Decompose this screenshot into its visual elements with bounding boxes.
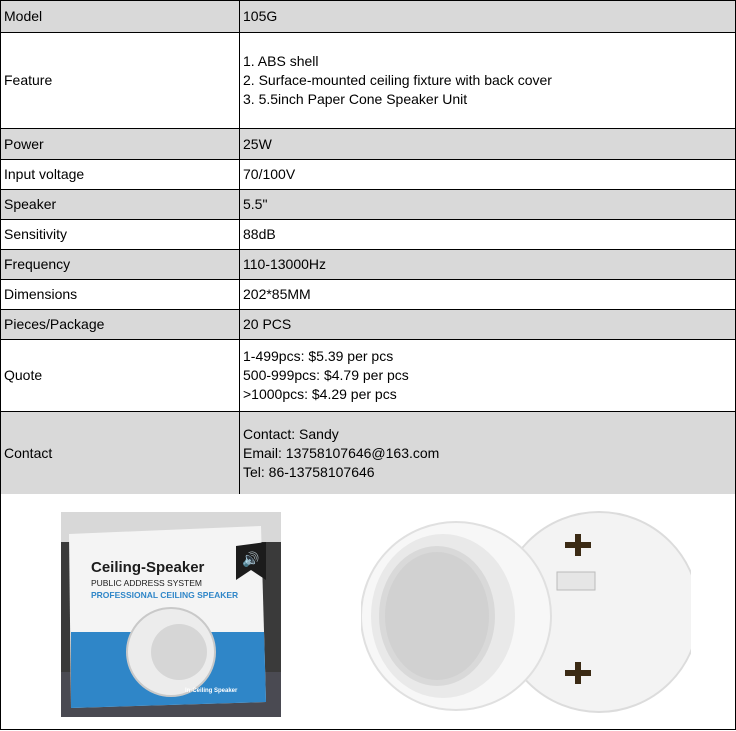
spec-key-cell: Contact (1, 412, 240, 495)
spec-value-line: Tel: 86-13758107646 (243, 463, 375, 480)
spec-key-cell: Power (1, 129, 240, 160)
spec-value-cell (240, 129, 736, 160)
spec-row (1, 160, 736, 190)
spec-value-cell (240, 310, 736, 340)
spec-value-line: 110-13000Hz (243, 256, 327, 272)
spec-row (1, 310, 736, 340)
spec-value-cell (240, 190, 736, 220)
spec-key-cell: Feature (1, 33, 240, 129)
spec-value-line: 3. 5.5inch Paper Cone Speaker Unit (243, 91, 468, 107)
spec-key-cell: Dimensions (1, 280, 240, 310)
spec-value-line: 20 PCS (243, 316, 292, 332)
spec-row (1, 190, 736, 220)
box-subtitle: PUBLIC ADDRESS SYSTEM (91, 578, 203, 588)
spec-value-line: 105G (243, 8, 278, 24)
spec-key-cell: Speaker (1, 190, 240, 220)
product-images-row (0, 494, 736, 730)
spec-value-line: 1. ABS shell (243, 53, 319, 69)
spec-value-cell (240, 160, 736, 190)
speaker-product-photo (361, 508, 691, 718)
spec-key-cell: Quote (1, 340, 240, 412)
box-title: Ceiling-Speaker (91, 559, 205, 576)
spec-key-cell: Frequency (1, 250, 240, 280)
spec-row (1, 412, 736, 495)
spec-value-cell (240, 220, 736, 250)
spec-row (1, 129, 736, 160)
spec-value-line: 70/100V (243, 166, 296, 182)
spec-row (1, 33, 736, 129)
spec-value-line: 5.5" (243, 196, 268, 212)
spec-value-line: >1000pcs: $4.29 per pcs (243, 386, 397, 402)
spec-value-line: 25W (243, 135, 272, 152)
packaging-box-illustration (61, 512, 281, 717)
spec-row (1, 340, 736, 412)
spec-value-cell (240, 280, 736, 310)
spec-value-cell (240, 250, 736, 280)
svg-text:🔊: 🔊 (242, 552, 260, 568)
box-tagline: PROFESSIONAL CEILING SPEAKER (91, 590, 239, 600)
spec-value-cell (240, 33, 736, 129)
spec-table-body (1, 1, 736, 495)
spec-value-line: Contact: Sandy (243, 425, 339, 442)
spec-key-cell: Sensitivity (1, 220, 240, 250)
spec-value-cell (240, 1, 736, 33)
spec-row (1, 280, 736, 310)
spec-value-cell (240, 340, 736, 412)
spec-key-cell: Input voltage (1, 160, 240, 190)
spec-value-line: 202*85MM (243, 286, 311, 302)
spec-value-line: 500-999pcs: $4.79 per pcs (243, 367, 409, 383)
spec-value-line: Email: 13758107646@163.com (243, 444, 440, 461)
box-footer: In-Ceiling Speaker (185, 688, 238, 694)
spec-value-line: 2. Surface-mounted ceiling fixture with back cover (243, 72, 552, 88)
spec-row (1, 220, 736, 250)
spec-value-cell (240, 412, 736, 495)
packaging-box-photo (61, 512, 281, 717)
speaker-illustration (361, 508, 691, 718)
spec-key-cell: Model (1, 1, 240, 33)
spec-row (1, 1, 736, 33)
spec-key-cell: Pieces/Package (1, 310, 240, 340)
spec-row (1, 250, 736, 280)
spec-value-line: 88dB (243, 226, 276, 242)
spec-value-line: 1-499pcs: $5.39 per pcs (243, 348, 394, 364)
